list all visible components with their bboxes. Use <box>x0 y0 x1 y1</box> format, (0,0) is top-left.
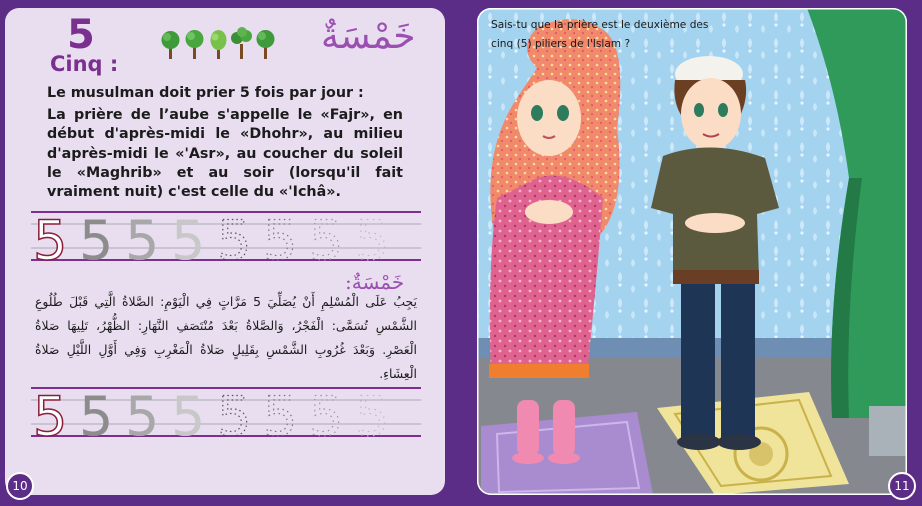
tree-icon <box>231 27 252 59</box>
tracing-digit: 5 <box>263 386 298 438</box>
tracing-digit: 5 <box>217 210 252 262</box>
trees-illustration <box>160 26 280 60</box>
tracing-digit: 5 <box>125 386 160 438</box>
number-digit: 5 <box>67 12 95 58</box>
tracing-digit: 5 <box>217 386 252 438</box>
tracing-digit: 5 <box>171 210 206 262</box>
intro-sentence: Le musulman doit prier 5 fois par jour : <box>47 85 364 101</box>
arabic-explanation: يَجِبُ عَلَى الْمُسْلِمِ أَنْ يُصَلِّيَ 5 مَرَّاتٍ فِي الْيَوْمِ: الصَّلاةُ الَّتِي قَبْلَ طُلُوعِ الشَّمْسِ تُسَمَّى: الْفَجْرُ، وَالصَّلاةُ بَعْدَ مُنْتَصَفِ النَّهَارِ: الظُّهْرُ، تَلِيهَا صَلاةُ الْعَصْرِ. وَبَعْدَ غُرُوبِ الشَّمْسِ بِقَلِيلٍ صَلاةُ الْمَغْرِبِ وَفِي أَوَّلِ اللَّيْلِ صَلاةُ الْعِشَاءِ. <box>35 294 418 381</box>
tracing-digit: 5 <box>263 210 298 262</box>
arabic-subtitle: خَمْسَةٌ: <box>345 270 405 294</box>
tracing-digit: 5 <box>355 386 390 438</box>
tracing-digit: 5 <box>309 386 344 438</box>
arabic-number-title: خَمْسَةٌ <box>321 16 416 57</box>
tracing-digit: 5 <box>79 210 114 262</box>
tree-icon <box>162 31 180 59</box>
number-word: Cinq : <box>50 52 119 76</box>
page-number-left: 10 <box>6 472 34 500</box>
pillar-question: Sais-tu que la prière est le deuxième des cinq (5) piliers de l'Islam ? <box>491 19 709 50</box>
tracing-digit: 5 <box>79 386 114 438</box>
tracing-digit: 5 <box>309 210 344 262</box>
tracing-digit: 5 <box>355 210 390 262</box>
tracing-digit: 5 <box>33 386 68 438</box>
tree-icon <box>186 30 204 59</box>
right-page <box>477 8 907 495</box>
page-number-right: 11 <box>888 472 916 500</box>
tree-icon <box>211 30 227 59</box>
prayer-illustration <box>477 8 907 495</box>
tracing-digit: 5 <box>33 210 68 262</box>
tree-icon <box>257 30 275 59</box>
tracing-digit: 5 <box>125 210 160 262</box>
tracing-exercise-band <box>31 210 421 262</box>
left-page <box>5 8 445 495</box>
tracing-digit: 5 <box>171 386 206 438</box>
tracing-exercise-band <box>31 386 421 438</box>
french-explanation <box>47 84 403 202</box>
prayer-names-paragraph: La prière de l’aube s'appelle le «Fajr», en début d'après-midi le «Dhohr», au milieu d'après-midi le «'Asr», au coucher du soleil le «Maghrib» et au soir (lorsqu'il fait vraiment nuit) c'est celle du «'Ichâ». <box>47 107 403 201</box>
